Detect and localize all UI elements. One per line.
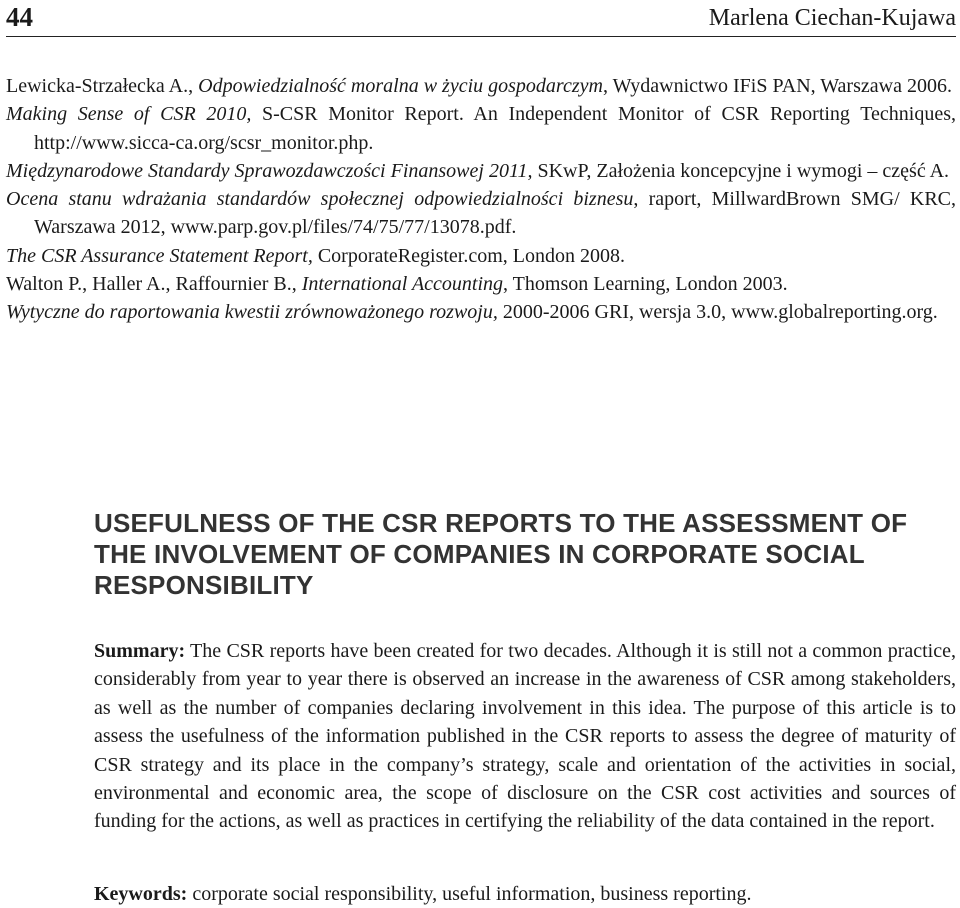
summary-label: Summary:: [94, 640, 186, 662]
page-header: [6, 0, 956, 37]
keywords-paragraph: [94, 880, 956, 908]
reference-item: The CSR Assurance Statement Report, CorporateRegister.com, London 2008.: [6, 244, 625, 267]
reference-item: Walton P., Haller A., Raffournier B., International Accounting, Thomson Learning, London 2003.: [6, 273, 788, 296]
reference-item: Making Sense of CSR 2010, S-CSR Monitor Report. An Independent Monitor of CSR Reporting Techniques, http://www.sicca-ca.org/scsr_monitor.php.: [6, 103, 957, 154]
keywords-text: corporate social responsibility, useful information, business reporting.: [187, 883, 752, 905]
reference-item: Lewicka-Strzałecka A., Odpowiedzialność moralna w życiu gospodarczym, Wydawnictwo IFiS PAN, Warszawa 2006.: [6, 75, 952, 97]
page-number: 44: [6, 2, 33, 32]
reference-item: Międzynarodowe Standardy Sprawozdawczości Finansowej 2011, SKwP, Założenia koncepcyjne i wymogi – część A.: [6, 159, 950, 182]
summary-text: The CSR reports have been created for two decades. Although it is still not a common practice, considerably from year to year there is observed an increase in the awareness of CSR among stakeholders, as well as the number of companies declaring involvement in this idea. The purpose of this article is to assess the usefulness of the information published in the CSR reports to assess the degree of maturity of CSR strategy and its place in the company’s strategy, scale and orientation of the activities in social, environmental and economic area, the scope of disclosure on the CSR cost activities and sources of funding for the actions, as well as practices in certifying the reliability of the data contained in the report.: [94, 640, 956, 833]
reference-item: Ocena stanu wdrażania standardów społecznej odpowiedzialności biznesu, raport, MillwardBrown SMG/ KRC, Warszawa 2012, www.parp.gov.pl/files/74/75/77/13078.pdf.: [6, 188, 956, 239]
article-title: USEFULNESS OF THE CSR REPORTS TO THE ASSESSMENT OF THE INVOLVEMENT OF COMPANIES IN CORPORATE SOCIAL RESPONSIBILITY: [94, 508, 908, 600]
bibliography: [6, 72, 956, 327]
keywords-label: Keywords:: [94, 883, 188, 905]
summary-paragraph: [94, 637, 956, 836]
running-head-author: Marlena Ciechan-Kujawa: [708, 5, 956, 31]
reference-item: Wytyczne do raportowania kwestii zrównoważonego rozwoju, 2000-2006 GRI, wersja 3.0, www.globalreporting.org.: [6, 301, 938, 324]
